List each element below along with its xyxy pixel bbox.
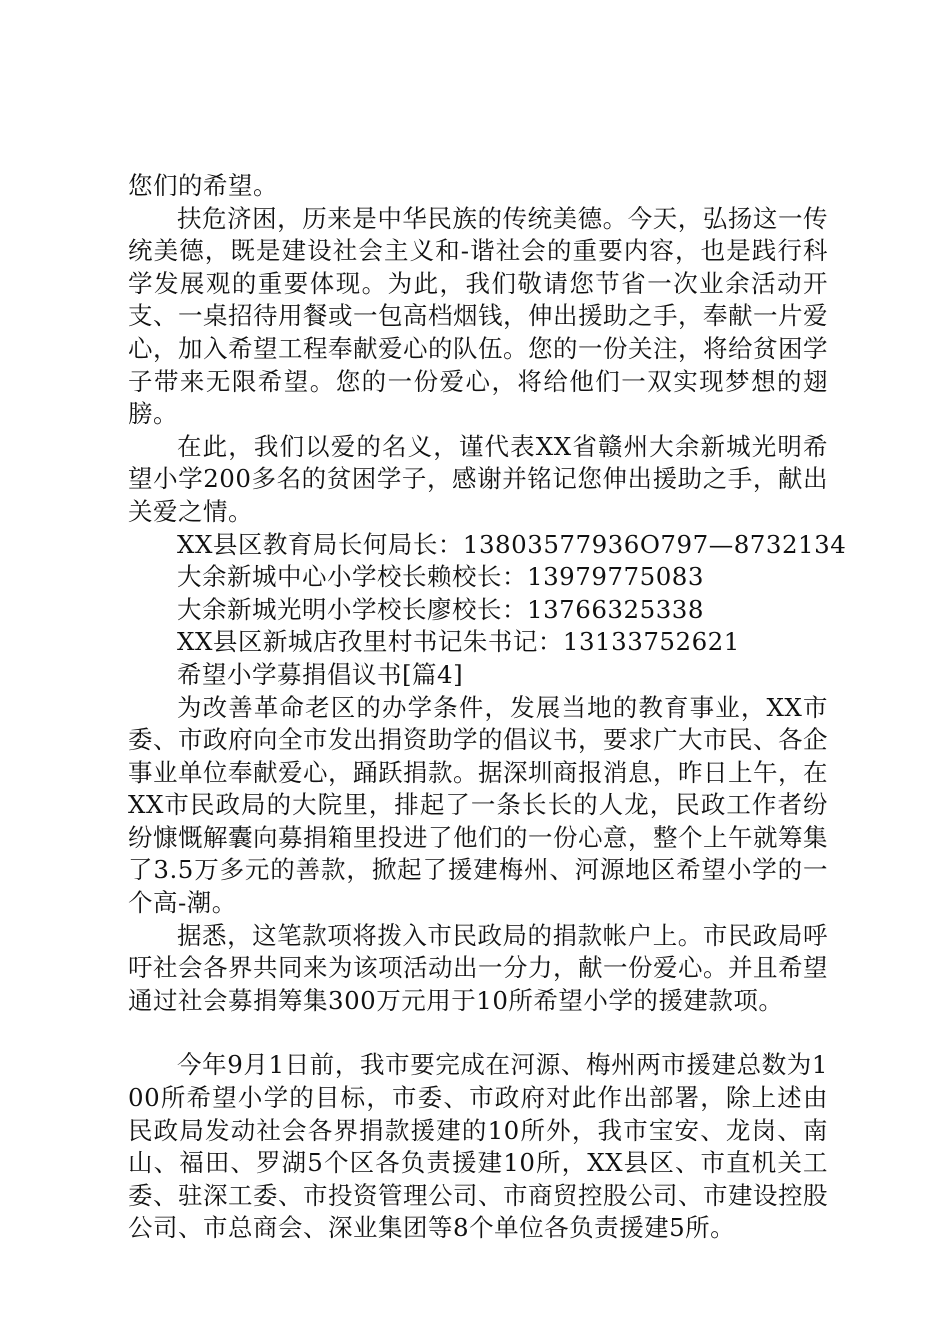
contact-line-central-school: 大余新城中心小学校长赖校长：13979775083 — [177, 562, 704, 592]
contact-line-guangming-school: 大余新城光明小学校长廖校长：13766325338 — [177, 594, 704, 624]
paragraph-thanks: 在此，我们以爱的名义，谨代表XX省赣州大余新城光明希望小学200多名的贫困学子，感谢并铭记您伸出援助之手，献出关爱之情。 — [128, 431, 828, 526]
section-heading-part4: 希望小学募捐倡议书[篇4] — [177, 659, 464, 689]
contact-line-education-bureau: XX县区教育局长何局长：13803577936O797—8732134 — [177, 529, 847, 559]
document-page — [128, 170, 847, 1245]
paragraph-donation-account: 据悉，这笔款项将拨入市民政局的捐款帐户上。市民政局呼吁社会各界共同来为该项活动出一分力，献一份爱心。并且希望通过社会募捐筹集300万元用于10所希望小学的援建款项。 — [128, 920, 828, 1015]
paragraph-virtue-appeal: 扶危济困，历来是中华民族的传统美德。今天，弘扬这一传统美德，既是建设社会主义和-谐社会的重要内容，也是践行科学发展观的重要体现。为此，我们敬请您节省一次业余活动开支、一桌招待用餐或一包高档烟钱，伸出援助之手，奉献一片爱心，加入希望工程奉献爱心的队伍。您的一份关注，将给贫困学子带来无限希望。您的一份爱心，将给他们一双实现梦想的翅膀。 — [128, 203, 828, 429]
contact-line-village-secretary: XX县区新城店孜里村书记朱书记：13133752621 — [177, 627, 740, 657]
paragraph-spacer — [128, 1017, 828, 1049]
paragraph-donation-news: 为改善革命老区的办学条件，发展当地的教育事业，XX市委、市政府向全市发出捐资助学的倡议书，要求广大市民、各企事业单位奉献爱心，踊跃捐款。据深圳商报消息，昨日上午，在XX市民政局的大院里，排起了一条长长的人龙，民政工作者纷纷慷慨解囊向募捐箱里投进了他们的一份心意，整个上午就筹集了3.5万多元的善款，掀起了援建梅州、河源地区希望小学的一个高-潮。 — [128, 692, 828, 918]
paragraph-construction-plan: 今年9月1日前，我市要完成在河源、梅州两市援建总数为100所希望小学的目标，市委、市政府对此作出部署，除上述由民政局发动社会各界捐款援建的10所外，我市宝安、龙岗、南山、福田、罗湖5个区各负责援建10所，XX县区、市直机关工委、驻深工委、市投资管理公司、市商贸控股公司、市建设控股公司、市总商会、深业集团等8个单位各负责援建5所。 — [128, 1050, 828, 1243]
paragraph-intro-fragment: 您们的希望。 — [128, 171, 278, 200]
